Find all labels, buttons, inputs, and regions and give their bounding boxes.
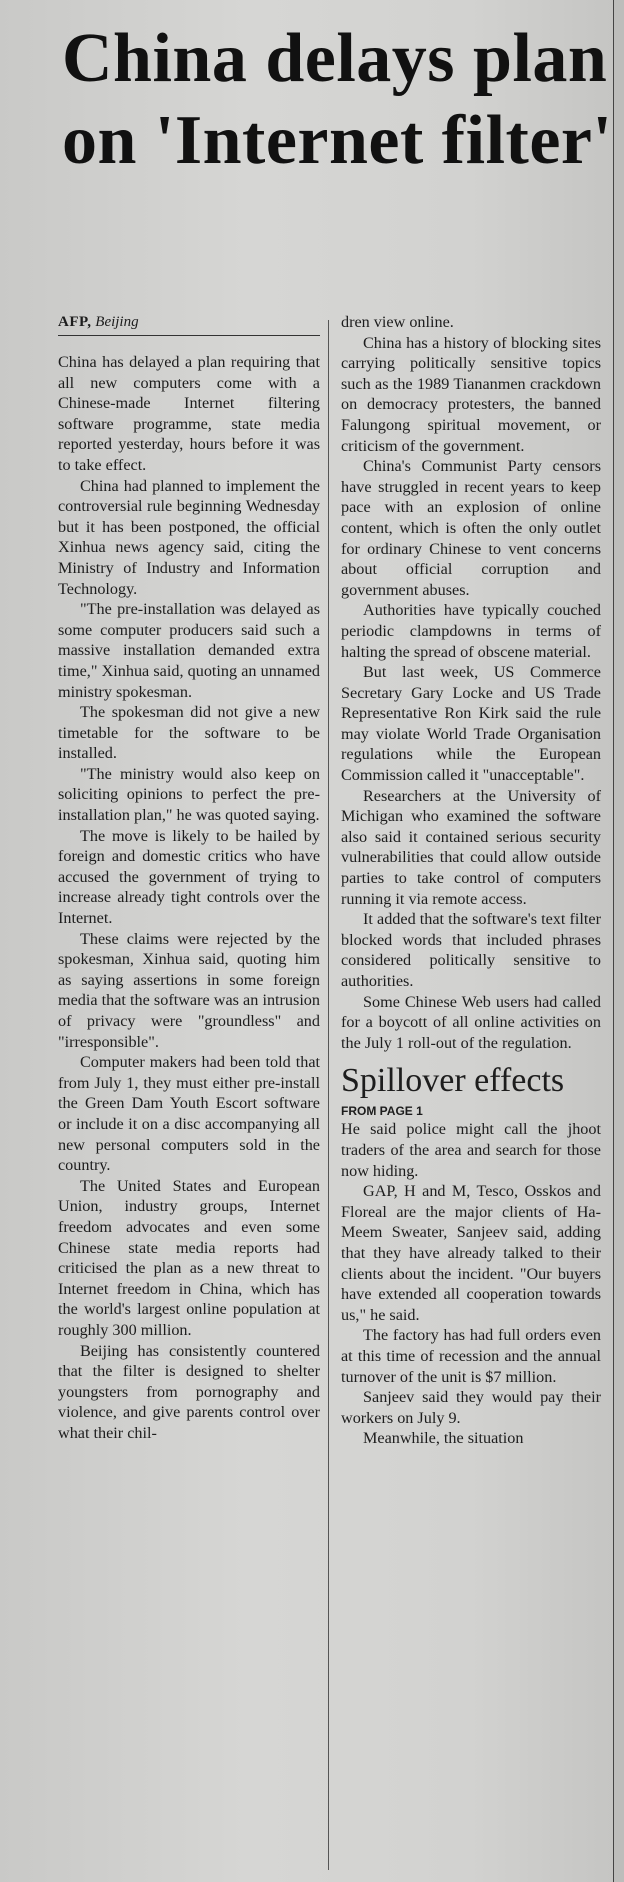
headline: China delays plan on 'Internet filter' (62, 20, 613, 179)
paragraph: Researchers at the University of Michigan who examined the software also said it contained serious security vulnerabilities that could allow outside parties to take control of computers running it via remote access. (341, 786, 601, 908)
paragraph: dren view online. (341, 313, 454, 331)
spillover-heading: Spillover effects (341, 1062, 565, 1100)
paragraph: The spokesman did not give a new timetable for the software to be installed. (58, 703, 320, 763)
adjacent-column-edge (613, 0, 624, 1882)
paragraph: It added that the software's text filter blocked words that included phrases considered politically sensitive to authorities. (341, 910, 601, 990)
paragraph: The factory has had full orders even at this time of recession and the annual turnover of the unit is $7 million. (341, 1326, 601, 1386)
paragraph: Computer makers had been told that from July 1, they must either pre-install the Green Dam Youth Escort software or include it on a disc accompanying all new personal computers sold in the country. (58, 1053, 320, 1175)
paragraph: Meanwhile, the situation (363, 1429, 524, 1448)
paragraph: "The pre-installation was delayed as some computer producers said such a massive installation demanded extra time," Xinhua said, quoting an unnamed ministry spokesman. (58, 600, 320, 701)
byline-place: Beijing (95, 314, 139, 330)
paragraph: But last week, US Commerce Secretary Gary Locke and US Trade Representative Ron Kirk said the rule may violate World Trade Organisation regulations while the European Commission called it "unacceptable". (341, 663, 601, 785)
paragraph: Some Chinese Web users had called for a boycott of all online activities on the July 1 roll-out of the regulation. (341, 992, 601, 1052)
article-column-2 (341, 312, 601, 1449)
column-divider (328, 320, 329, 1870)
paragraph: Beijing has consistently countered that the filter is designed to shelter youngsters from pornography and violence, and give parents control over what their chil- (58, 1341, 320, 1442)
paragraph: He said police might call the jhoot traders of the area and search for those now hiding. (341, 1120, 601, 1180)
paragraph: These claims were rejected by the spokesman, Xinhua said, quoting him as saying assertions in some foreign media that the software was an intrusion of privacy were "groundless" and "irresponsible". (58, 929, 320, 1051)
paragraph: "The ministry would also keep on soliciting opinions to perfect the pre-installation plan," he was quoted saying. (58, 764, 320, 825)
paragraph: Authorities have typically couched periodic clampdowns in terms of halting the spread of obscene material. (341, 601, 601, 661)
article-column-1 (58, 352, 320, 1443)
paragraph: The United States and European Union, industry groups, Internet freedom advocates and even some Chinese state media reports had criticised the plan as a new threat to Internet freedom in China, which has the world's largest online population at roughly 300 million. (58, 1176, 320, 1339)
spillover-kicker: FROM PAGE 1 (341, 1104, 423, 1119)
paragraph: China had planned to implement the controversial rule beginning Wednesday but it has been postponed, the official Xinhua news agency said, citing the Ministry of Industry and Information Technology. (58, 476, 320, 598)
paragraph: The move is likely to be hailed by foreign and domestic critics who have accused the government of trying to increase already tight controls over the Internet. (58, 826, 320, 928)
paragraph: China has a history of blocking sites carrying politically sensitive topics such as the 1989 Tiananmen crackdown on democracy protesters, the banned Falungong spiritual movement, or criticism of the government. (341, 333, 601, 455)
byline-agency: AFP, (58, 314, 92, 330)
paragraph: Sanjeev said they would pay their workers on July 9. (341, 1388, 601, 1427)
paragraph: China has delayed a plan requiring that all new computers come with a Chinese-made Internet filtering software programme, state media reported yesterday, hours before it was to take effect. (58, 353, 320, 474)
paragraph: China's Communist Party censors have struggled in recent years to keep pace with an explosion of online content, which is often the only outlet for ordinary Chinese to vent concerns about official corruption and government abuses. (341, 457, 601, 599)
paragraph: GAP, H and M, Tesco, Osskos and Floreal are the major clients of Ha-Meem Sweater, Sanjeev said, adding that they have already talked to their clients about the incident. "Our buyers have extended all cooperation towards us," he said. (341, 1182, 601, 1324)
byline (58, 314, 320, 336)
